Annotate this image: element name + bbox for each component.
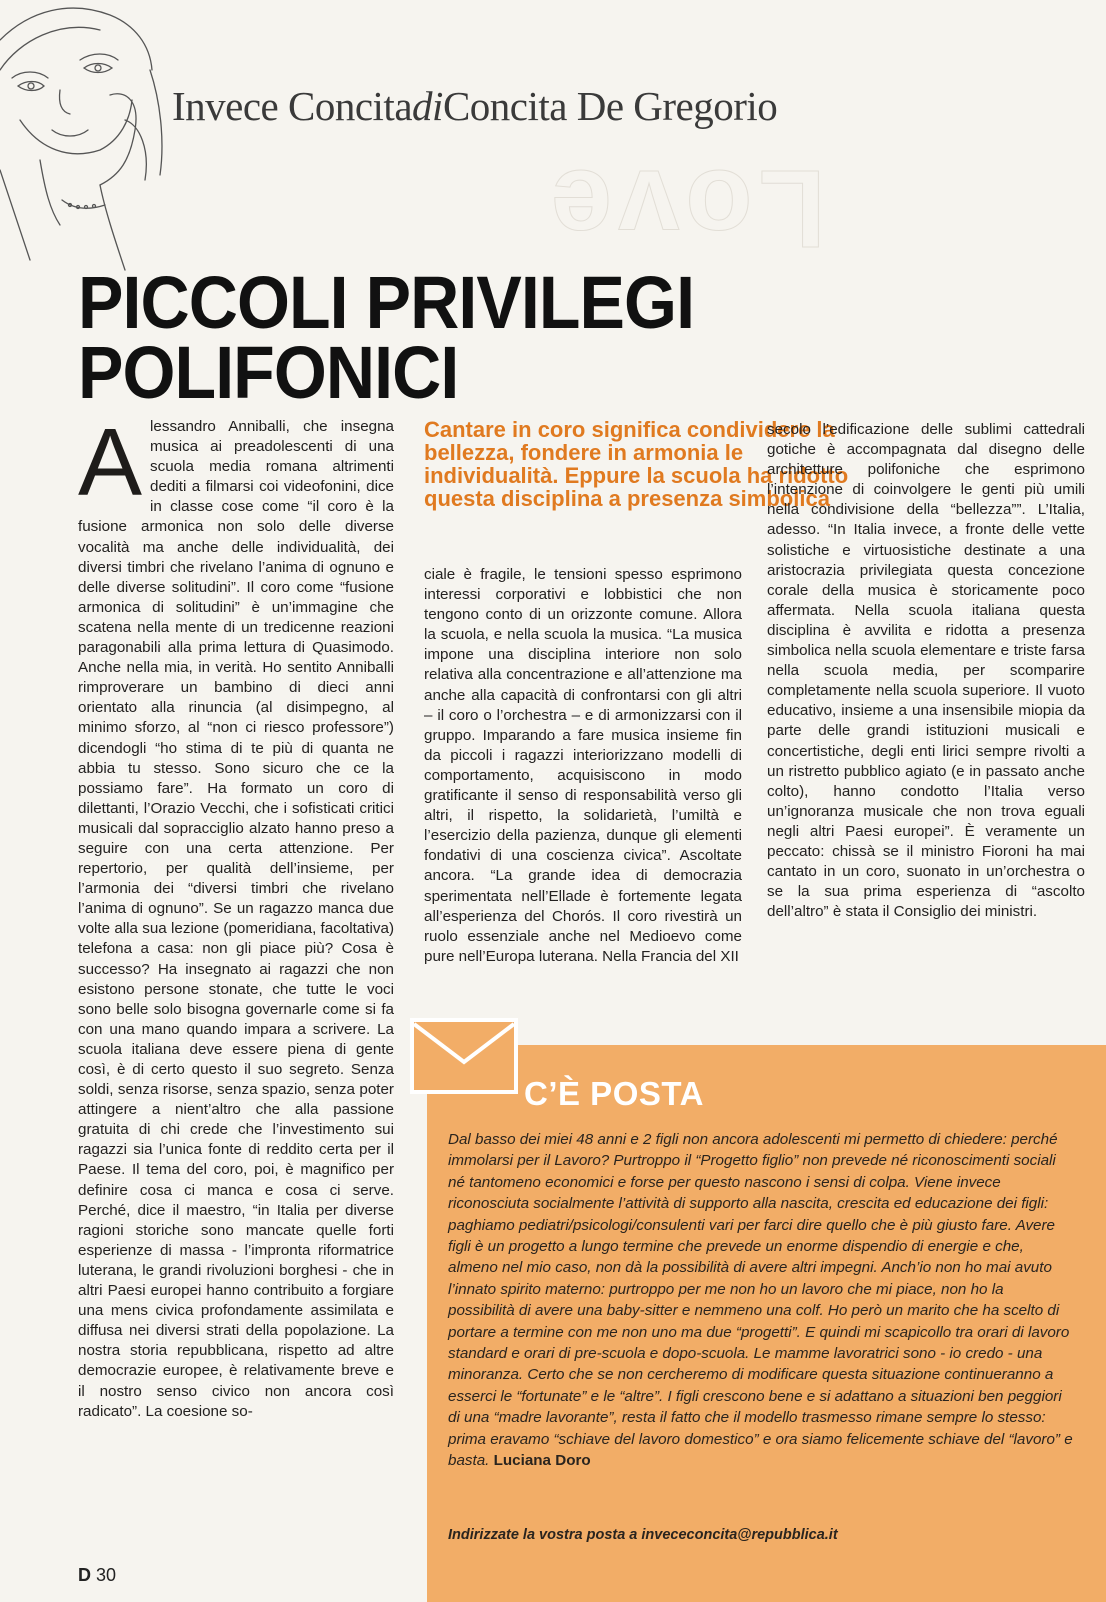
reader-letter [448,1129,1073,1472]
column-name: Invece Concita [172,83,413,129]
envelope-icon [410,1018,518,1094]
article-column-3: secolo l’edificazione delle sublimi cattedrali gotiche è accompagnata dal disegno delle architetture polifoniche che esprimono l’intenzione di coinvolgere le genti più umili nella condivisione della “bellezza””. L’Italia, adesso. “In Italia invece, a fronte delle vette solistiche e virtuosistiche destinate a una aristocrazia privilegiata questa concezione corale della musica è storicamente poco affermata. Nella scuola italiana questa disciplina è avvilita e ridotta a presenza simbolica nella scuola elementare e triste farsa nella scuola media, per scomparire completamente nella scuola superiore. Il vuoto educativo, insieme a una insensibile miopia da parte delle grandi istituzioni musicali e concertistiche, degli enti lirici sempre rivolti a un ristretto pubblico agiato (e in passato anche colto), hanno condotto l’Italia verso un’ignoranza musicale che non trova eguali negli altri Paesi europei”. È veramente un peccato: chissà se il ministro Fioroni ha mai cantato in un coro, suonato in un’orchestra o se la sua prima esperienza di “ascolto dell’altro” è stata il Consiglio dei ministri. [767,421,1085,921]
column-header [172,82,777,130]
folio-letter: D [78,1565,91,1585]
dropcap: A [78,409,143,516]
article-column-2: ciale è fragile, le tensioni spesso esprimono interessi corporativi e lobbistici che non tengono conto di un orizzonte comune. Allora la scuola, e nella scuola la musica. “La musica impone una disciplina interiore non solo relativa alla concentrazione e all’attenzione ma anche alla capacità di confrontarsi con gli altri – il coro o l’orchestra – e di armonizzarsi con il gruppo. Imparando a fare musica insieme fin da piccoli i ragazzi interiorizzano modelli di comportamento, acquisiscono in modo gratificante il senso di responsabilità verso gli altri, il rispetto, la solidarietà, l’umiltà e l’esercizio della pazienza, dunque gli elementi fondativi di una coscienza civica”. Ascoltate ancora. “La grande idea di democrazia sperimentata nell’Ellade è fortemente legata all’esperienza del Chorós. Il coro rivestirà un ruolo essenziale anche nel Medioevo come pure nell’Europa luterana. Nella Francia del XII [424,566,742,965]
love-watermark: Love [545,147,826,270]
woman-illustration [0,0,190,275]
letter-text: Dal basso dei miei 48 anni e 2 figli non ancora adolescenti mi permetto di chiedere: perché immolarsi per il Lavoro? Purtroppo il “Progetto figlio” non prevede né riconoscimenti sociali né tantomeno economici e forse per questo nascono i sensi di colpa. Viene invece riconosciuta socialmente l’attività di supporto alla nascita, crescita ed educazione dei figli: paghiamo pediatri/psicologi/consulenti vari per farci dire quello che è più giusto fare. Avere figli è un progetto a lungo termine che prevede un enorme dispendio di energie e che, almeno nel mio caso, non dà la possibilità di avere altri impegni. Anch’io non ho mai avuto l’innato spirito materno: purtroppo per me non ho un lavoro che mi piace, non ho la possibilità di avere una baby-sitter e nemmeno una colf. Ho però un marito che ha scelto di portare a termine con me non uno ma due “progetti”. E quindi mi scapicollo tra orari di lavoro standard e orari di pre-scuola e dopo-scuola. Le mamme lavoratrici sono - io credo - una minoranza. Certo che se non cercheremo di modificare questa situazione continueranno a esserci le “fortunate” e le “altre”. I figli crescono bene e si adattano a situazioni ben peggiori di una “madre lavorante”, resta il fatto che il modello trasmesso rimane sempre lo stesso: prima eravamo “schiave del lavoro domestico” e ora siamo felicemente schiave del “lavoro” e basta. [448,1131,1073,1470]
contact-line: Indirizzate la vostra posta a invececoncita@repubblica.it [448,1527,838,1543]
page-number: 30 [96,1565,117,1585]
article-column-1 [78,409,394,1422]
article-text-1: lessandro Anniballi, che insegna musica ai preadolescenti di una scuola media romana altrimenti dediti a filmarsi coi videofonini, dice in classe cose come “il coro è la fusione armonica non solo delle diverse vocalità ma anche delle individualità, dei diversi timbri che rivelano l’anima di ognuno e delle diverse solitudini”. Il coro come “fusione armonica di solitudini” è un’immagine che scatena nella mente di un tredicenne reazioni paragonabili alla prima lettura di Quasimodo. Anche nella mia, in verità. Ho sentito Anniballi rimproverare un bambino di dieci anni orientato alla rinuncia (al disimpegno, al minimo sforzo, al “non ci riesco professore”) dicendogli “ho stima di te più di quanta ne abbia tu stesso. Sono sicuro che ce la possiamo fare”. Ha formato un coro di dilettanti, l’Orazio Vecchi, che i sofisticati critici musicali dal sopracciglio alzato hanno preso a seguire con una certa attenzione. Per repertorio, per qualità dell’insieme, per l’armonia dei “diversi timbri che rivelano l’anima di ognuno”. Se un ragazzo manca due volte alla sua lezione (pomeridiana, facoltativa) telefona a casa: non gli piace più? Cosa è successo? Ha insegnato ai ragazzi che non esistono persone stonate, che tutte le voci sono belle solo bisogna governarle come si fa con una mano quando impara a scrivere. La scuola italiana deve essere piena di gente così, è di certo questo il suo segreto. Senza soldi, senza risorse, senza spazio, senza poter attingere a nient’altro che alla passione gratuita di chi crede che l’investimento sui ragazzi sia l’unica fonte di reddito certa per il Paese. Il tema del coro, poi, è magnifico per definire cosa ci manca e cosa ci serve. Perché, dice il maestro, “in Italia per diverse ragioni storiche sono mancate quelle forti esperienze di massa - l’impronta riformatrice luterana, le grandi rivoluzioni borghesi - che in altri Paesi europei hanno contribuito a forgiare una mens civica profondamente assimilata e diffusa nei diversi strati della popolazione. La nostra storia repubblicana, rispetto ad altre democrazie europee, è relativamente breve e il nostro senso civico non ancora così radicato”. La coesione so- [78,418,394,1420]
letter-signature: Luciana Doro [493,1452,591,1470]
pull-quote: Cantare in coro significa condividere la bellezza, fondere in armonia le individualità. Eppure la scuola ha ridotto questa disciplina a presenza simbolica [424,417,849,511]
headline-line-1: PICCOLI PRIVILEGI [78,261,695,344]
column-di: di [412,83,443,129]
posta-title: C’È POSTA [524,1075,704,1112]
headline-line-2: POLIFONICI [78,331,459,414]
page-folio [78,1565,116,1586]
column-author: Concita De Gregorio [442,83,778,129]
headline [78,261,695,414]
